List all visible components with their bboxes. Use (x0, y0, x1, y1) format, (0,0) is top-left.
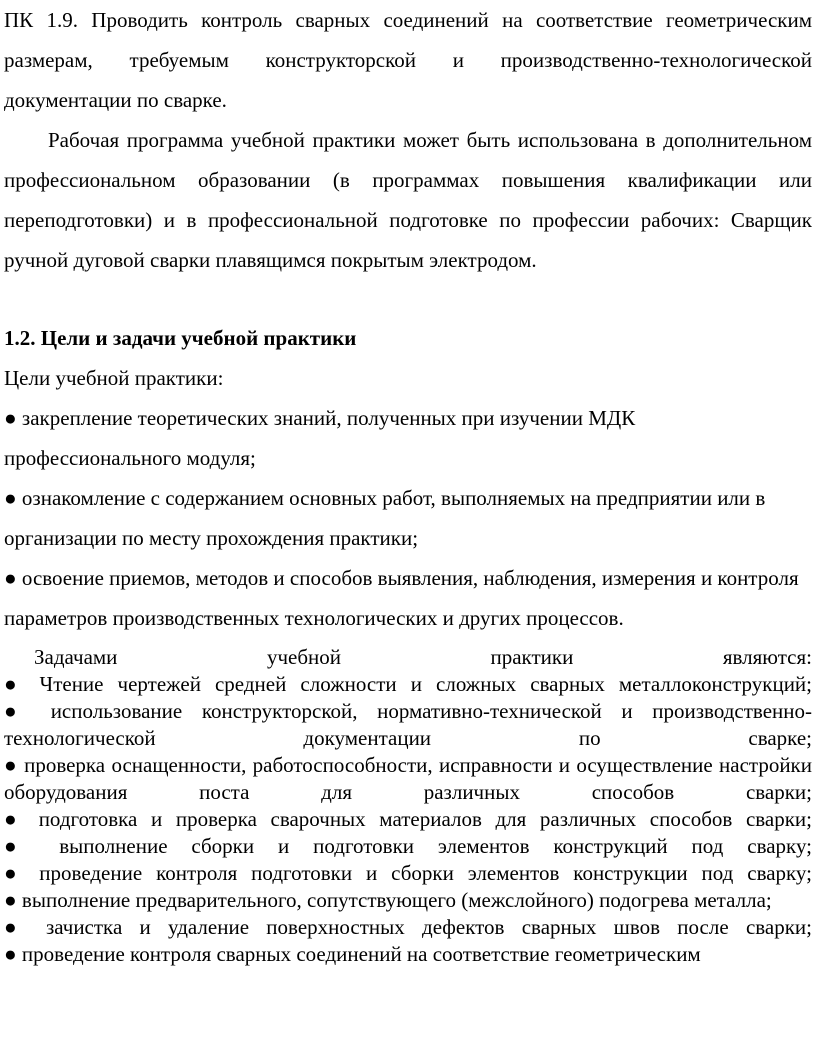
document-page (4, 0, 812, 968)
goals-label: Цели учебной практики: (4, 366, 224, 390)
tasks-label-word: являются: (722, 645, 812, 669)
task-item: ● выполнение предварительного, сопутствующего (межслойного) подогрева металла; (4, 888, 772, 912)
tasks-label-word: Задачами (34, 645, 118, 669)
tasks-block (4, 644, 812, 968)
tasks-label-word: практики (490, 645, 574, 669)
task-item: ● подготовка и проверка сварочных материалов для различных способов сварки; (4, 807, 812, 831)
goal-item: ● освоение приемов, методов и способов выявления, наблюдения, измерения и контроля параметров производственных технологических и других процессов. (4, 566, 799, 630)
goals-list (4, 398, 812, 638)
task-item: ● использование конструкторской, нормативно-технической и производственно-технологической документации по сварке; (4, 699, 812, 750)
task-item: ● Чтение чертежей средней сложности и сложных сварных металлоконструкций; (4, 672, 812, 696)
section-heading: 1.2. Цели и задачи учебной практики (4, 326, 357, 350)
tasks-label (4, 644, 812, 671)
task-item: ● проведение контроля сварных соединений на соответствие геометрическим (4, 942, 701, 966)
task-item: ● проверка оснащенности, работоспособности, исправности и осуществление настройки оборудования поста для различных способов сварки; (4, 753, 812, 804)
tasks-label-word: учебной (266, 645, 341, 669)
task-item: ● выполнение сборки и подготовки элементов конструкций под сварку; (4, 834, 812, 858)
tasks-list (4, 671, 812, 968)
pk-paragraph: ПК 1.9. Проводить контроль сварных соединений на соответствие геометрическим размерам, требуемым конструкторской и производственно-технологической документации по сварке. (4, 8, 812, 112)
usage-paragraph: Рабочая программа учебной практики может быть использована в дополнительном профессиональном образовании (в программах повышения квалификации или переподготовки) и в профессиональной подготовке по профессии рабочих: Сварщик ручной дуговой сварки плавящимся покрытым электродом. (4, 128, 812, 272)
goal-item: ● ознакомление с содержанием основных работ, выполняемых на предприятии или в организации по месту прохождения практики; (4, 486, 766, 550)
task-item: ● зачистка и удаление поверхностных дефектов сварных швов после сварки; (4, 915, 812, 939)
goal-item: ● закрепление теоретических знаний, полученных при изучении МДК профессионального модуля; (4, 406, 636, 470)
task-item: ● проведение контроля подготовки и сборки элементов конструкции под сварку; (4, 861, 812, 885)
